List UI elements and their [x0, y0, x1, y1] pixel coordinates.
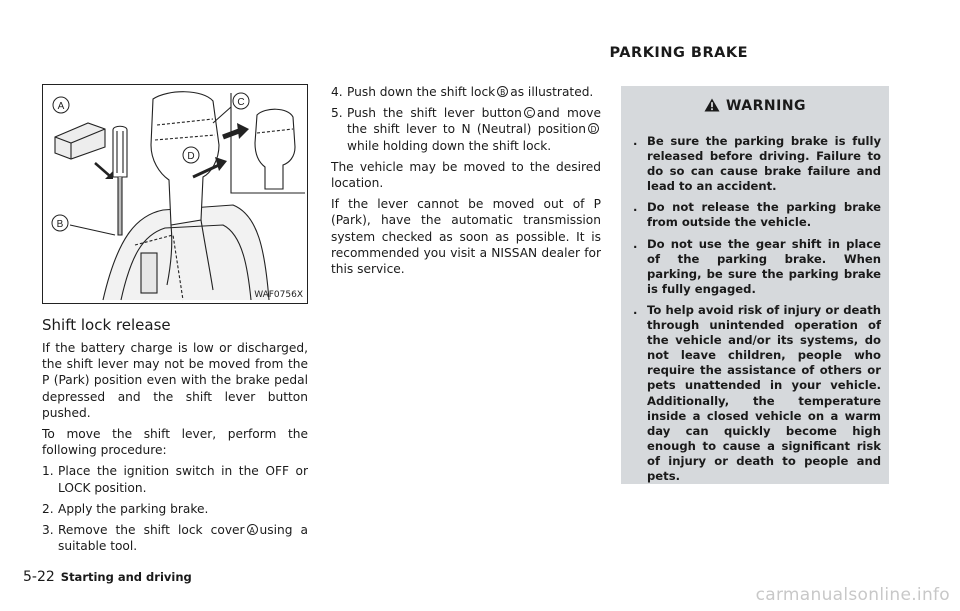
step-number: 2.	[42, 501, 54, 516]
figure-code: WAF0756X	[254, 290, 303, 300]
callout-a: A	[57, 101, 65, 112]
shift-lock-text-col2	[331, 84, 601, 282]
callout-c: C	[237, 97, 245, 108]
step-text	[347, 105, 601, 154]
step-number: 1.	[42, 464, 54, 479]
warning-item	[633, 200, 881, 230]
vehicle-moved-paragraph: The vehicle may be moved to the desired location.	[331, 159, 601, 191]
bullet: .	[633, 302, 638, 317]
page-footer	[23, 569, 192, 585]
step-number: 3.	[42, 523, 54, 538]
warning-item-text: Do not release the parking brake from outside the vehicle.	[647, 200, 881, 230]
callout-mark-d: D	[588, 123, 599, 134]
warning-item-text: Be sure the parking brake is fully released before driving. Failure to do so can cause brake failure and lead to an accident.	[647, 134, 881, 194]
step-2	[42, 501, 308, 517]
bullet: .	[633, 200, 638, 215]
warning-list	[633, 134, 881, 490]
intro-paragraph: If the battery charge is low or discharged, the shift lever may not be moved from the P (Park) position even with the brake pedal depressed and the shift lever button pushed.	[42, 341, 308, 420]
step-text-part: Push down the shift lock	[347, 85, 496, 99]
step-1	[42, 463, 308, 495]
shift-lock-text-col1	[42, 340, 308, 559]
bullet: .	[633, 134, 638, 148]
step-text-part: using a suitable tool.	[58, 523, 309, 554]
page-number: 5-22	[23, 569, 55, 585]
step-text-part: as illustrated.	[510, 85, 594, 99]
shift-lock-illustration	[42, 84, 308, 304]
chapter-name: Starting and driving	[60, 570, 192, 584]
shift-lock-heading: Shift lock release	[42, 316, 171, 334]
warning-item-text: Do not use the gear shift in place of the parking brake. When parking, be sure the parking brake is fully engaged.	[647, 236, 881, 296]
warning-item	[633, 303, 881, 484]
callout-d: D	[187, 151, 195, 162]
step-text: Place the ignition switch in the OFF or LOCK position.	[58, 464, 308, 495]
watermark: carmanualsonline.info	[755, 585, 950, 605]
callout-mark-c: C	[524, 107, 535, 118]
step-text-part: Push the shift lever button	[347, 106, 522, 121]
callout-mark-b: B	[497, 86, 508, 97]
step-number: 5.	[331, 106, 343, 121]
step-text	[58, 522, 308, 554]
warning-title	[621, 98, 889, 114]
warning-item	[633, 134, 881, 194]
step-number: 4.	[331, 85, 343, 99]
section-title: PARKING BRAKE	[609, 45, 748, 61]
callout-b: B	[56, 219, 64, 230]
step-text	[347, 84, 601, 100]
shift-lever-drawing	[43, 85, 308, 304]
bullet: .	[633, 236, 638, 251]
dealer-paragraph: If the lever cannot be moved out of P (Park), have the automatic transmission system checked as soon as possible. It is recommended you visit a NISSAN dealer for this service.	[331, 197, 601, 277]
step-5	[331, 105, 601, 154]
step-text-part: while holding down the shift lock.	[347, 138, 552, 153]
step-text-part: Remove the shift lock cover	[58, 523, 245, 538]
warning-title-text: WARNING	[725, 98, 807, 114]
warning-item	[633, 237, 881, 297]
procedure-intro: To move the shift lever, perform the following procedure:	[42, 427, 308, 458]
warning-triangle-icon	[704, 98, 720, 112]
warning-panel	[621, 86, 889, 484]
step-text: Apply the parking brake.	[58, 501, 209, 516]
warning-item-text: To help avoid risk of injury or death through unintended operation of the vehicle and/or its systems, do not leave children, people who require the assistance of others or pets unattended in your vehicle. Additionally, the temperature inside a closed vehicle on a warm day can quickly become high enough to cause a significant risk of injury or death to people and pets.	[647, 302, 881, 483]
step-4	[331, 84, 601, 100]
step-text-part: and move the shift lever to N (Neutral) position	[347, 106, 601, 137]
callout-mark-a: A	[247, 524, 258, 535]
step-3	[42, 522, 308, 554]
